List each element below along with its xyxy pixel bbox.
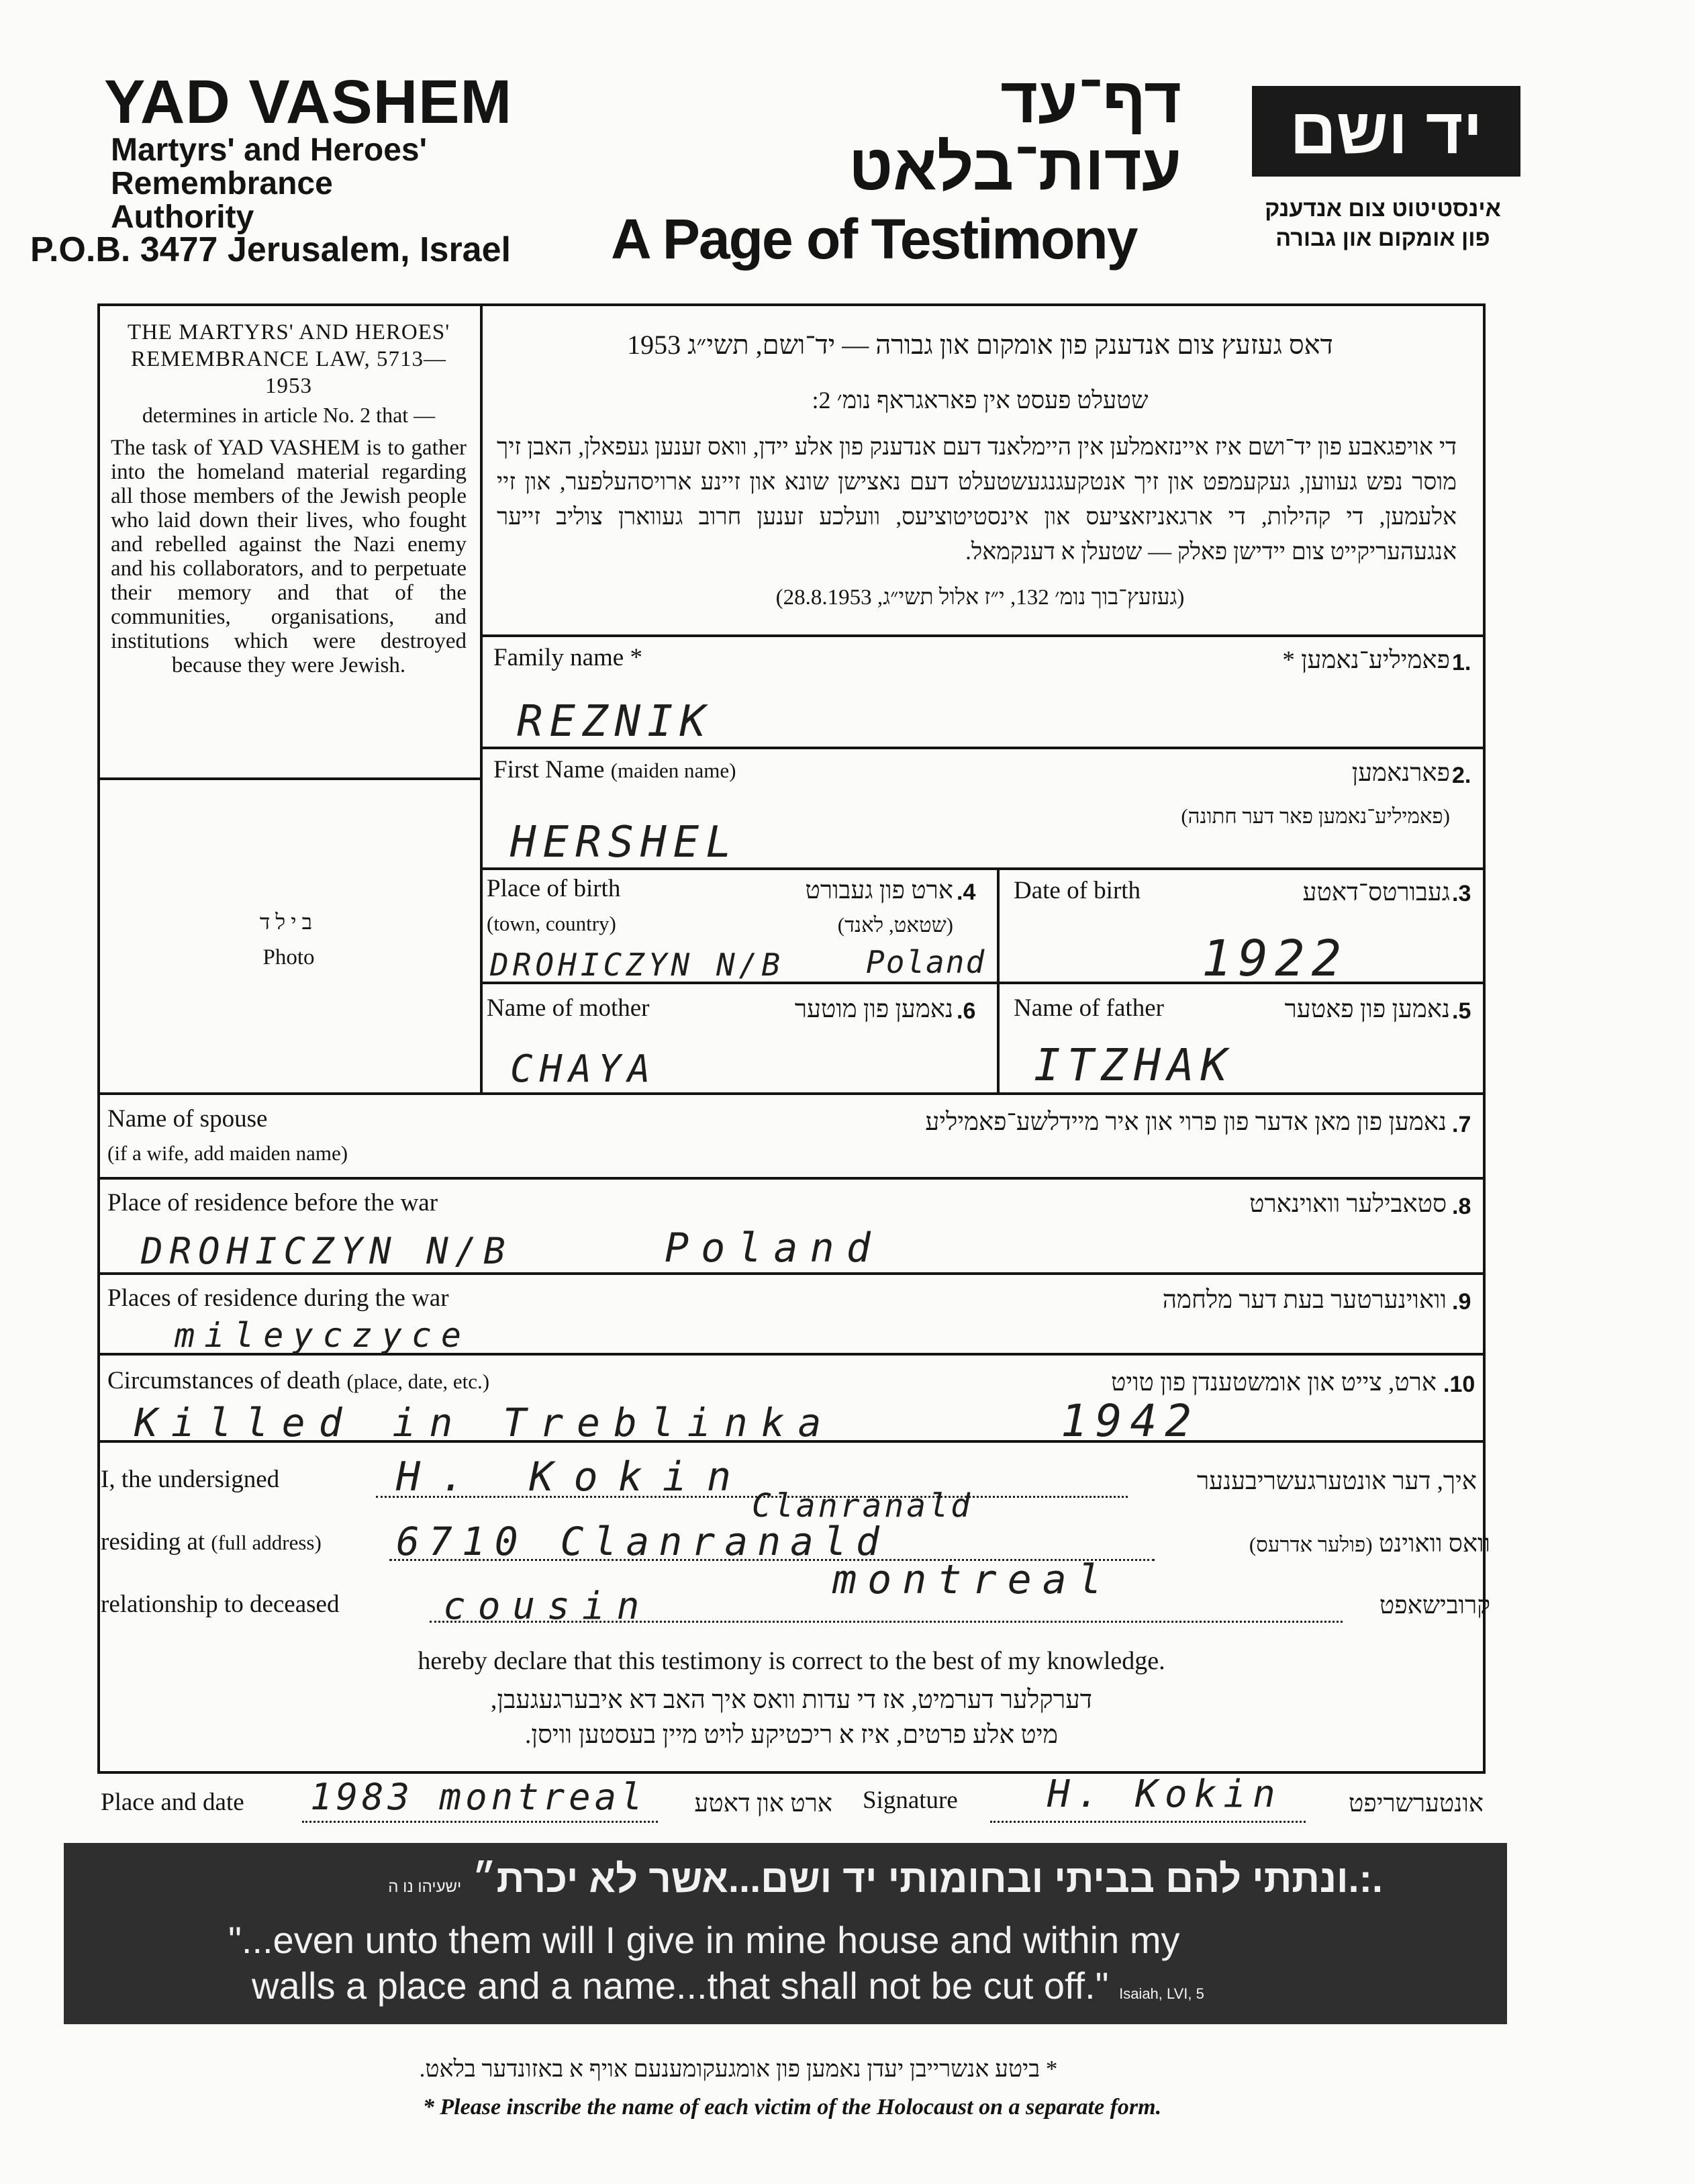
banner-line-2 — [252, 1964, 1204, 2007]
place-of-birth-country[interactable]: Poland — [866, 944, 986, 980]
law-hebrew-subheading: שטעלט פעסט אין פאראגראף נומ׳ 2: — [812, 387, 1149, 414]
hebrew-title-2: עדות־בלאט — [849, 132, 1181, 203]
yad-vashem-logo — [1252, 86, 1520, 177]
mother-label: Name of mother — [487, 994, 650, 1022]
father-label: Name of father — [1014, 994, 1164, 1022]
banner-hebrew-ref: ישעיהו נו ה — [388, 1878, 462, 1896]
residing-label-text: residing at — [101, 1528, 205, 1556]
law-box — [111, 319, 467, 677]
death-label — [107, 1366, 489, 1395]
org-line-3: Authority — [111, 199, 254, 235]
law-text: The task of YAD VASHEM is to gather into the homeland material regarding all those members of the Jewish people who laid down their lives, who fought and rebelled against the Nazi enemy and his collaborators, and to perpetuate their memory and that of the communities, organisations, and institutions which were destroyed because they were Jewish. — [111, 436, 467, 677]
relationship-value[interactable]: cousin — [443, 1584, 652, 1628]
signature-value[interactable]: H. Kokin — [1047, 1772, 1282, 1816]
declaration: hereby declare that this testimony is correct to the best of my knowledge. — [418, 1647, 1165, 1675]
residing-hebrew-text: וואס וואוינט — [1378, 1530, 1490, 1558]
first-name-value[interactable]: HERSHEL — [510, 818, 738, 867]
place-date-label: Place and date — [101, 1789, 244, 1816]
residence-during-value[interactable]: mileyczyce — [175, 1316, 471, 1355]
father-number: .5 — [1452, 998, 1471, 1024]
law-hebrew-text: די אויפגאבע פון יד־ושם איז איינזאמלען אין היימלאנד דעם אנדענק פון אלע יידן, וואס זענען געפאלן, האבן זיך מוסר נפש געווען, געקעמפט און זיך אנטקעגנגעשטעלט דעם נאצישן שונא און זיינע ארויסהעלפער, און זיי אלעמען, די קהילות, די ארגאניזאציעס און אינסטיטוציעס, וועלכע זענען חרוב געווארן צוליב זייער אנגעהעריקייט צום יידישן פאלק — שטעלן א דענקמאל. — [497, 434, 1457, 565]
residence-before-value[interactable]: DROHICZYN N/B — [141, 1230, 512, 1272]
death-year[interactable]: 1942 — [1061, 1395, 1200, 1447]
father-value[interactable]: ITZHAK — [1034, 1039, 1234, 1091]
place-date-value[interactable]: 1983 montreal — [310, 1776, 646, 1818]
date-of-birth-value[interactable]: 1922 — [1202, 930, 1349, 988]
residence-during-number: .9 — [1452, 1289, 1471, 1315]
first-name-label-text: First Name — [493, 756, 605, 784]
place-of-birth-number: .4 — [957, 880, 976, 905]
page-title: A Page of Testimony — [611, 207, 1137, 271]
residing-sublabel: (full address) — [211, 1531, 322, 1554]
family-name-number: 1. — [1452, 650, 1471, 675]
hebrew-title-1: דף־עד — [1000, 64, 1181, 136]
undersigned-value[interactable]: H. Kokin — [396, 1454, 751, 1501]
residence-before-country[interactable]: Poland — [665, 1225, 883, 1272]
residence-before-number: .8 — [1452, 1194, 1471, 1219]
residence-during-hebrew: וואוינערטער בעת דער מלחמה — [1162, 1286, 1447, 1314]
signature-hebrew: אונטערשריפט — [1349, 1790, 1484, 1817]
residing-hebrew-sub: (פולער אדרעס) — [1249, 1533, 1373, 1556]
first-name-sublabel: (maiden name) — [610, 759, 736, 782]
residing-label — [101, 1527, 322, 1556]
residing-hebrew — [1155, 1529, 1490, 1558]
family-name-label: Family name * — [493, 644, 642, 671]
banner-hebrew-text: .:.ונתתי להם בביתי ובחומותי יד ושם...אשר לא יכרת״ — [472, 1857, 1383, 1901]
law-hebrew-heading: דאס געזעץ צום אנדענק פון אומקום און גבורה — יד־ושם, תשי״ג 1953 — [627, 330, 1333, 360]
first-name-hebrew: פארנאמען — [1351, 759, 1450, 787]
photo-label: Photo — [262, 945, 315, 969]
declaration-hebrew-2: מיט אלע פרטים, איז א ריכטיקע לויט מיין בעסטען וויסן. — [524, 1721, 1059, 1749]
death-hebrew: ארט, צייט און אומשטענדן פון טויט — [1111, 1369, 1437, 1396]
residing-value[interactable]: 6710 Clanranald — [396, 1519, 889, 1564]
mother-value[interactable]: CHAYA — [510, 1047, 657, 1091]
photo-hebrew-label: בילד — [259, 910, 318, 934]
org-name: YAD VASHEM — [104, 68, 513, 136]
undersigned-label: I, the undersigned — [101, 1466, 280, 1493]
first-name-number: 2. — [1452, 763, 1471, 788]
place-date-hebrew: ארט און דאטע — [694, 1790, 832, 1817]
banner-line-1: "...even unto them will I give in mine house and within my — [228, 1919, 1180, 1961]
law-subtitle: determines in article No. 2 that — — [142, 403, 436, 427]
law-hebrew-citation: (געזעץ־בוך נומ׳ 132, י״ז אלול תשי״ג, 28.8.1953) — [775, 585, 1185, 610]
death-label-text: Circumstances of death — [107, 1367, 341, 1394]
org-address: P.O.B. 3477 Jerusalem, Israel — [30, 230, 511, 269]
spouse-sublabel: (if a wife, add maiden name) — [107, 1141, 348, 1165]
residing-above[interactable]: Clanranald — [752, 1487, 973, 1525]
org-line-2: Remembrance — [111, 166, 333, 201]
death-value[interactable]: Killed in Treblinka — [134, 1400, 835, 1445]
declaration-hebrew-1: דערקלער דערמיט, אז די עדות וואס איך האב דא איבערגעגעבן, — [490, 1686, 1093, 1714]
residing-city[interactable]: montreal — [832, 1556, 1112, 1603]
quote-banner — [64, 1843, 1507, 2024]
place-of-birth-hebrew: ארט פון געבורט — [805, 877, 953, 904]
spouse-hebrew: נאמען פון מאן אדער פון פרוי און איר מיידלשע־פאמיליע — [925, 1108, 1447, 1136]
org-line-1: Martyrs' and Heroes' — [111, 132, 427, 168]
family-name-value[interactable]: REZNIK — [517, 697, 713, 747]
logo-caption-2: פון אומקום און גבורה — [1275, 226, 1490, 251]
date-of-birth-hebrew: געבורטס־דאטע — [1302, 879, 1450, 906]
mother-number: .6 — [957, 998, 976, 1024]
first-name-hebrew-sub: (פאמיליע־נאמען פאר דער חתונה) — [1181, 804, 1450, 828]
logo-text: יד ושם — [1290, 95, 1483, 167]
banner-hebrew — [64, 1856, 1383, 1901]
first-name-label — [493, 755, 736, 784]
place-of-birth-label: Place of birth — [487, 875, 621, 902]
spouse-number: .7 — [1452, 1112, 1471, 1137]
banner-line-2-text: walls a place and a name...that shall not be cut off." — [252, 1964, 1109, 2007]
place-of-birth-hebrew-sub: (שטאט, לאנד) — [837, 913, 953, 937]
place-of-birth-sublabel: (town, country) — [487, 912, 616, 935]
death-number: .10 — [1443, 1372, 1475, 1397]
banner-ref: Isaiah, LVI, 5 — [1119, 1985, 1204, 2002]
death-sublabel: (place, date, etc.) — [346, 1370, 490, 1393]
footer-english: * Please inscribe the name of each victim of the Holocaust on a separate form. — [422, 2095, 1162, 2120]
residence-before-label: Place of residence before the war — [107, 1189, 438, 1217]
date-of-birth-label: Date of birth — [1014, 877, 1141, 904]
footer-hebrew: * ביטע אנשרייבן יעדן נאמען פון אומגעקומענעם אויף א באזונדער בלאט. — [419, 2056, 1058, 2082]
place-of-birth-value[interactable]: DROHICZYN N/B — [490, 947, 785, 983]
spouse-label: Name of spouse — [107, 1105, 268, 1133]
date-of-birth-number: .3 — [1452, 881, 1471, 906]
mother-hebrew: נאמען פון מוטער — [794, 996, 953, 1023]
residence-before-hebrew: סטאבילער וואוינארט — [1249, 1190, 1447, 1218]
logo-caption-1: אינסטיטוט צום אנדענק — [1265, 196, 1501, 222]
relationship-hebrew: קרובישאפט — [1379, 1592, 1490, 1619]
relationship-label: relationship to deceased — [101, 1590, 340, 1618]
family-name-hebrew: פאמיליע־נאמען * — [1282, 647, 1450, 674]
father-hebrew: נאמען פון פאטער — [1284, 996, 1450, 1023]
undersigned-hebrew: איך, דער אונטערגעשריבענער — [1196, 1468, 1477, 1495]
residence-during-label: Places of residence during the war — [107, 1284, 449, 1312]
law-title: THE MARTYRS' AND HEROES' REMEMBRANCE LAW, 5713—1953 — [127, 320, 450, 398]
signature-label: Signature — [863, 1787, 958, 1814]
